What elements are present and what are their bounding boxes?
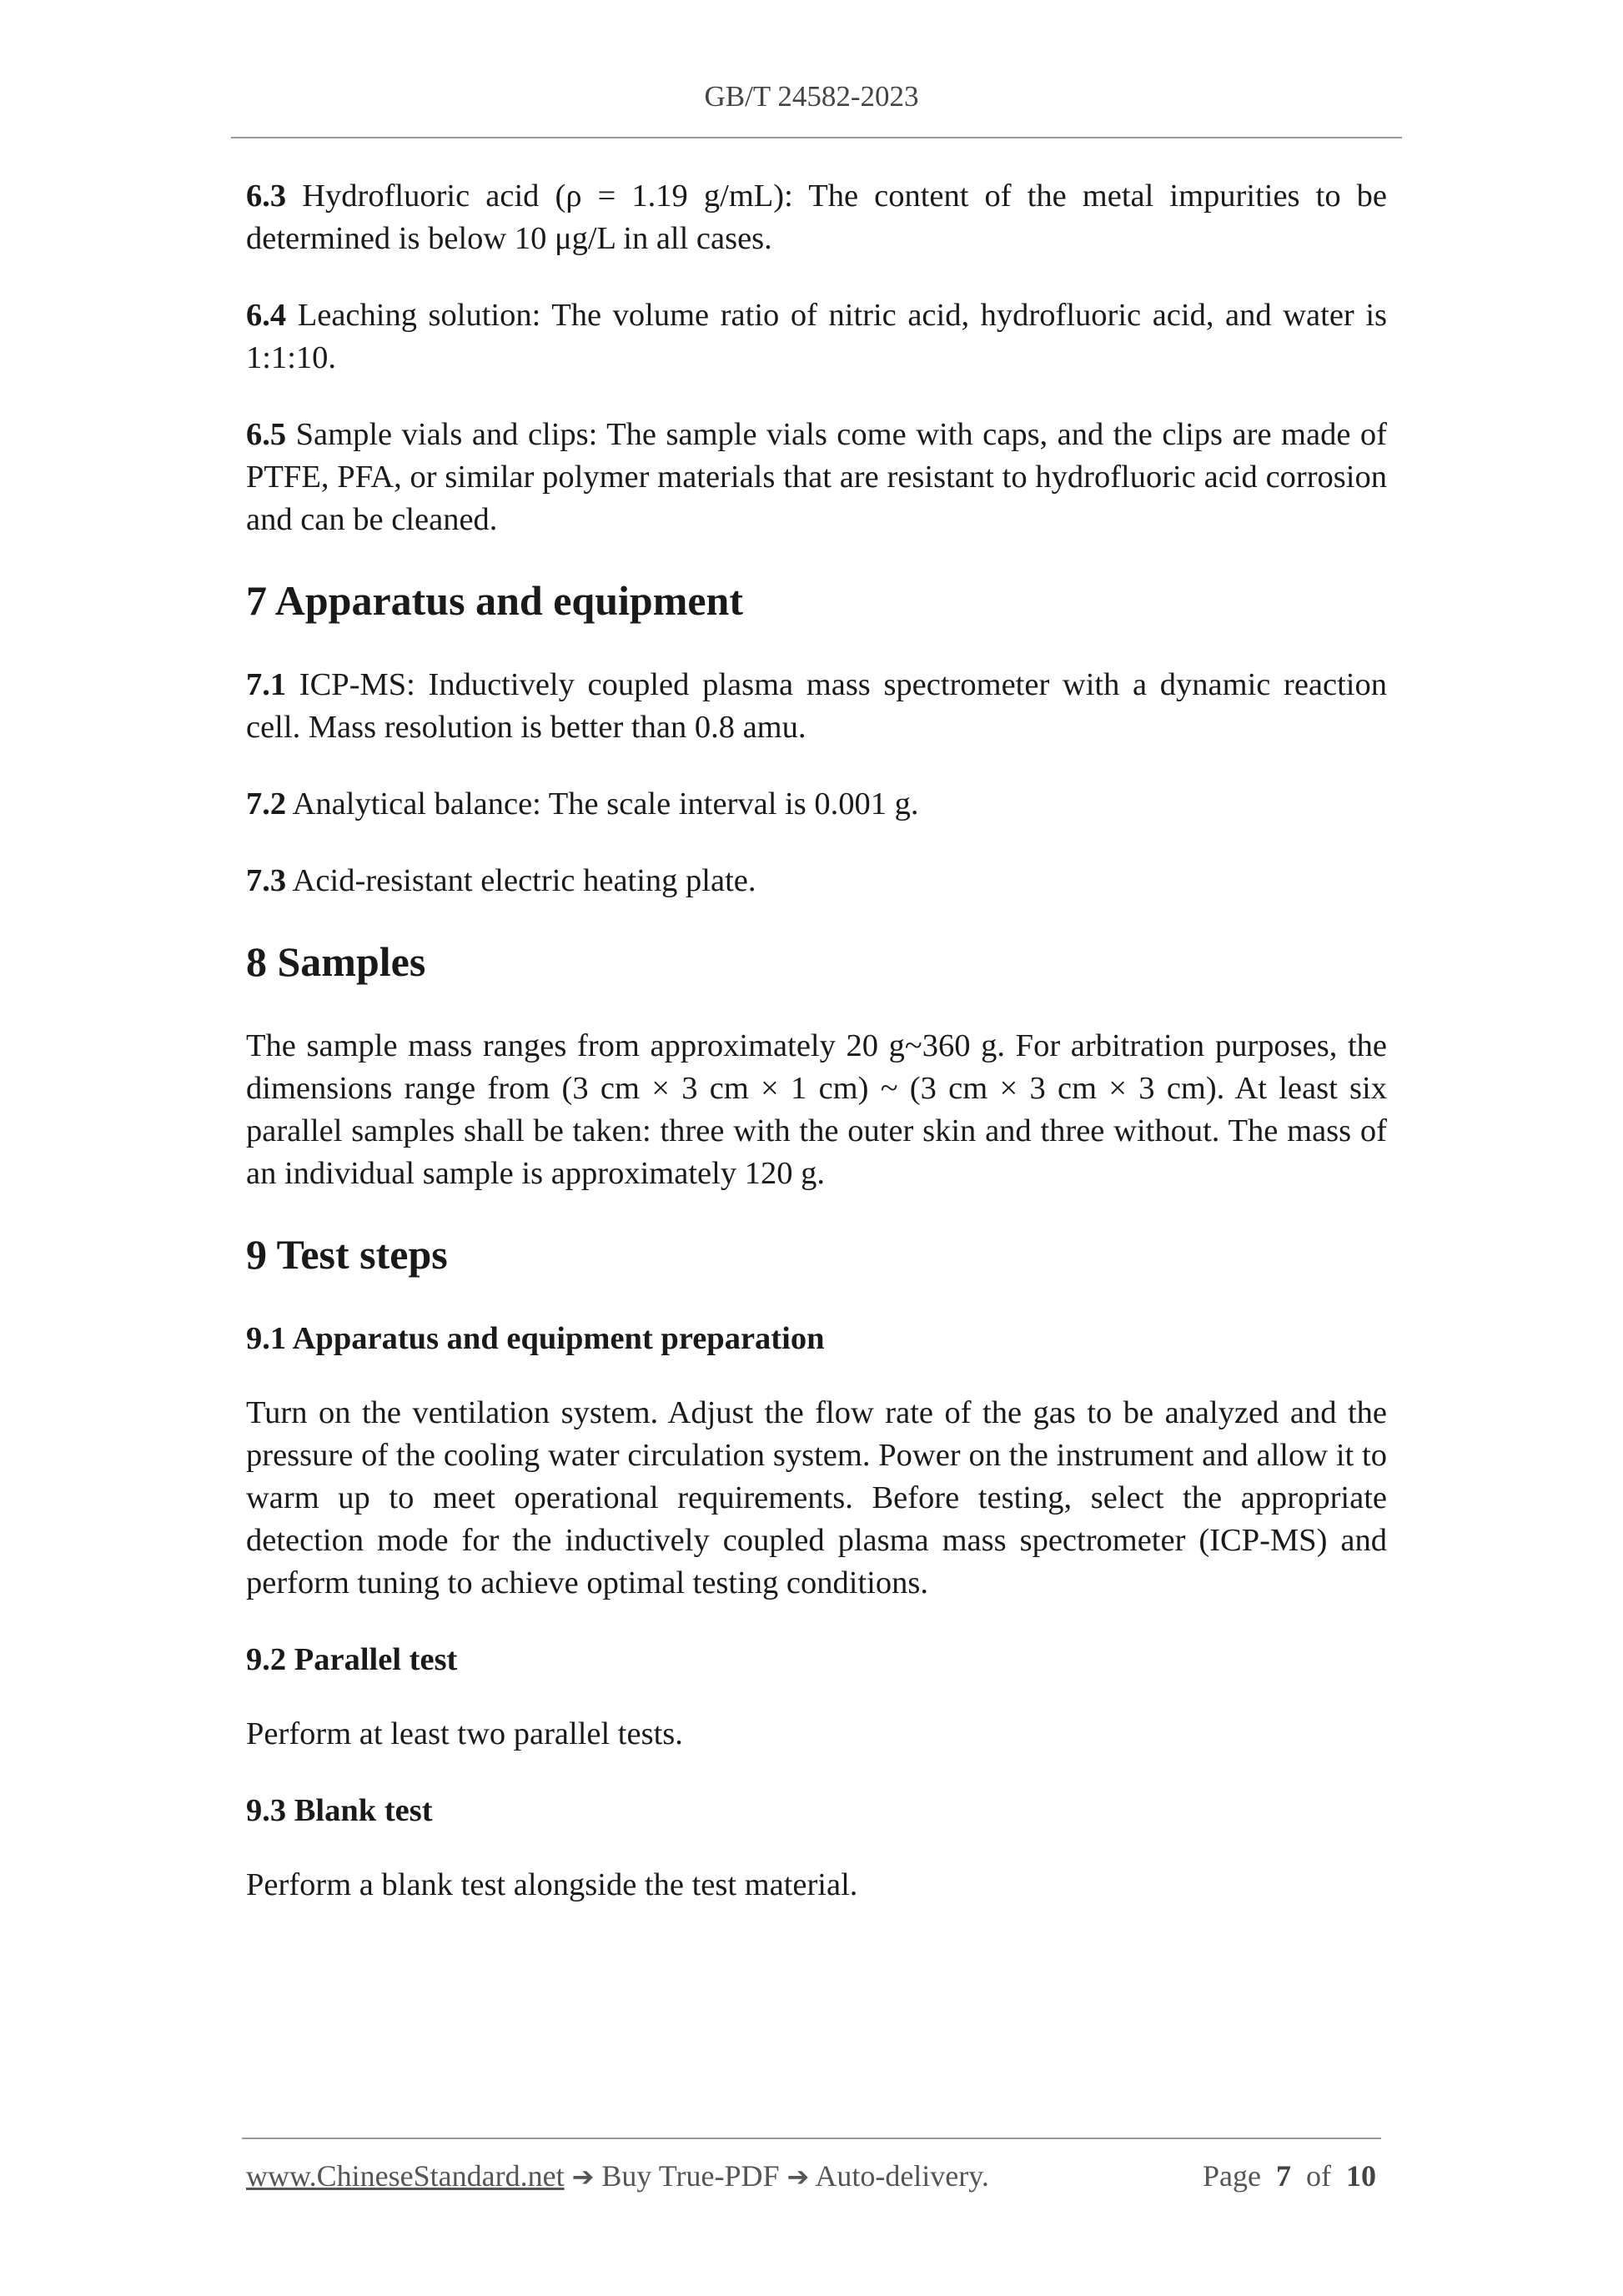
clause-text: Leaching solution: The volume ratio of nitric acid, hydrofluoric acid, and water is 1:1:10. xyxy=(246,298,1387,375)
footer-promo xyxy=(246,2158,989,2193)
clause-number: 7.3 xyxy=(246,863,287,898)
subsection-heading-9-1: 9.1 Apparatus and equipment preparation xyxy=(246,1321,825,1356)
footer-delivery-text: Auto-delivery. xyxy=(809,2159,989,2193)
page-current: 7 xyxy=(1276,2159,1291,2193)
clause-text: Acid-resistant electric heating plate. xyxy=(286,863,756,898)
clause-7-2 xyxy=(246,783,1387,826)
clause-6-3 xyxy=(246,175,1387,260)
clause-number: 7.2 xyxy=(246,786,287,821)
page-of-label: of xyxy=(1306,2159,1331,2193)
header-divider xyxy=(231,137,1402,138)
clause-text: Hydrofluoric acid (ρ = 1.19 g/mL): The content of the metal impurities to be determined is below 10 μg/L in all cases. xyxy=(246,178,1387,256)
section-heading-8: 8 Samples xyxy=(246,938,426,985)
page-total: 10 xyxy=(1346,2159,1376,2193)
document-header-title: GB/T 24582-2023 xyxy=(704,80,919,113)
clause-6-4 xyxy=(246,294,1387,379)
clause-number: 6.5 xyxy=(246,417,287,452)
clause-number: 7.1 xyxy=(246,667,287,702)
footer-divider xyxy=(242,2138,1381,2139)
clause-text: Sample vials and clips: The sample vials come with caps, and the clips are made of PTFE, PFA, or similar polymer materials that are resistant to hydrofluoric acid corrosion and can be cleaned. xyxy=(246,417,1387,537)
clause-text: Analytical balance: The scale interval is 0.001 g. xyxy=(286,786,919,821)
clause-text: ICP-MS: Inductively coupled plasma mass spectrometer with a dynamic reaction cell. Mass resolution is better than 0.8 amu. xyxy=(246,667,1387,745)
section-heading-7: 7 Apparatus and equipment xyxy=(246,577,743,624)
clause-6-5 xyxy=(246,414,1387,541)
subsection-heading-9-2: 9.2 Parallel test xyxy=(246,1642,458,1677)
arrow-right-icon: ➔ xyxy=(786,2161,810,2193)
page-indicator xyxy=(1203,2158,1376,2193)
clause-7-3 xyxy=(246,860,1387,902)
blank-test-paragraph: Perform a blank test alongside the test material. xyxy=(246,1867,858,1902)
parallel-test-paragraph: Perform at least two parallel tests. xyxy=(246,1716,683,1751)
subsection-heading-9-3: 9.3 Blank test xyxy=(246,1793,433,1828)
document-body xyxy=(246,175,1387,1941)
footer-buy-text: Buy True-PDF xyxy=(594,2159,787,2193)
samples-paragraph: The sample mass ranges from approximately 20 g~360 g. For arbitration purposes, the dimensions range from (3 cm × 3 cm × 1 cm) ~ (3 cm × 3 cm × 3 cm). At least six parallel samples shall be taken: three with the outer skin and three without. The mass of an individual sample is approximately 120 g. xyxy=(246,1028,1387,1191)
section-heading-9: 9 Test steps xyxy=(246,1231,448,1278)
website-link[interactable]: www.ChineseStandard.net xyxy=(246,2159,565,2193)
arrow-right-icon: ➔ xyxy=(571,2161,595,2193)
clause-7-1 xyxy=(246,664,1387,749)
page-label: Page xyxy=(1203,2159,1261,2193)
preparation-paragraph: Turn on the ventilation system. Adjust the flow rate of the gas to be analyzed and the pressure of the cooling water circulation system. Power on the instrument and allow it to warm up to meet operational requirements. Before testing, select the appropriate detection mode for the inductively coupled plasma mass spectrometer (ICP-MS) and perform tuning to achieve optimal testing conditions. xyxy=(246,1395,1387,1600)
clause-number: 6.3 xyxy=(246,178,287,214)
clause-number: 6.4 xyxy=(246,298,287,333)
